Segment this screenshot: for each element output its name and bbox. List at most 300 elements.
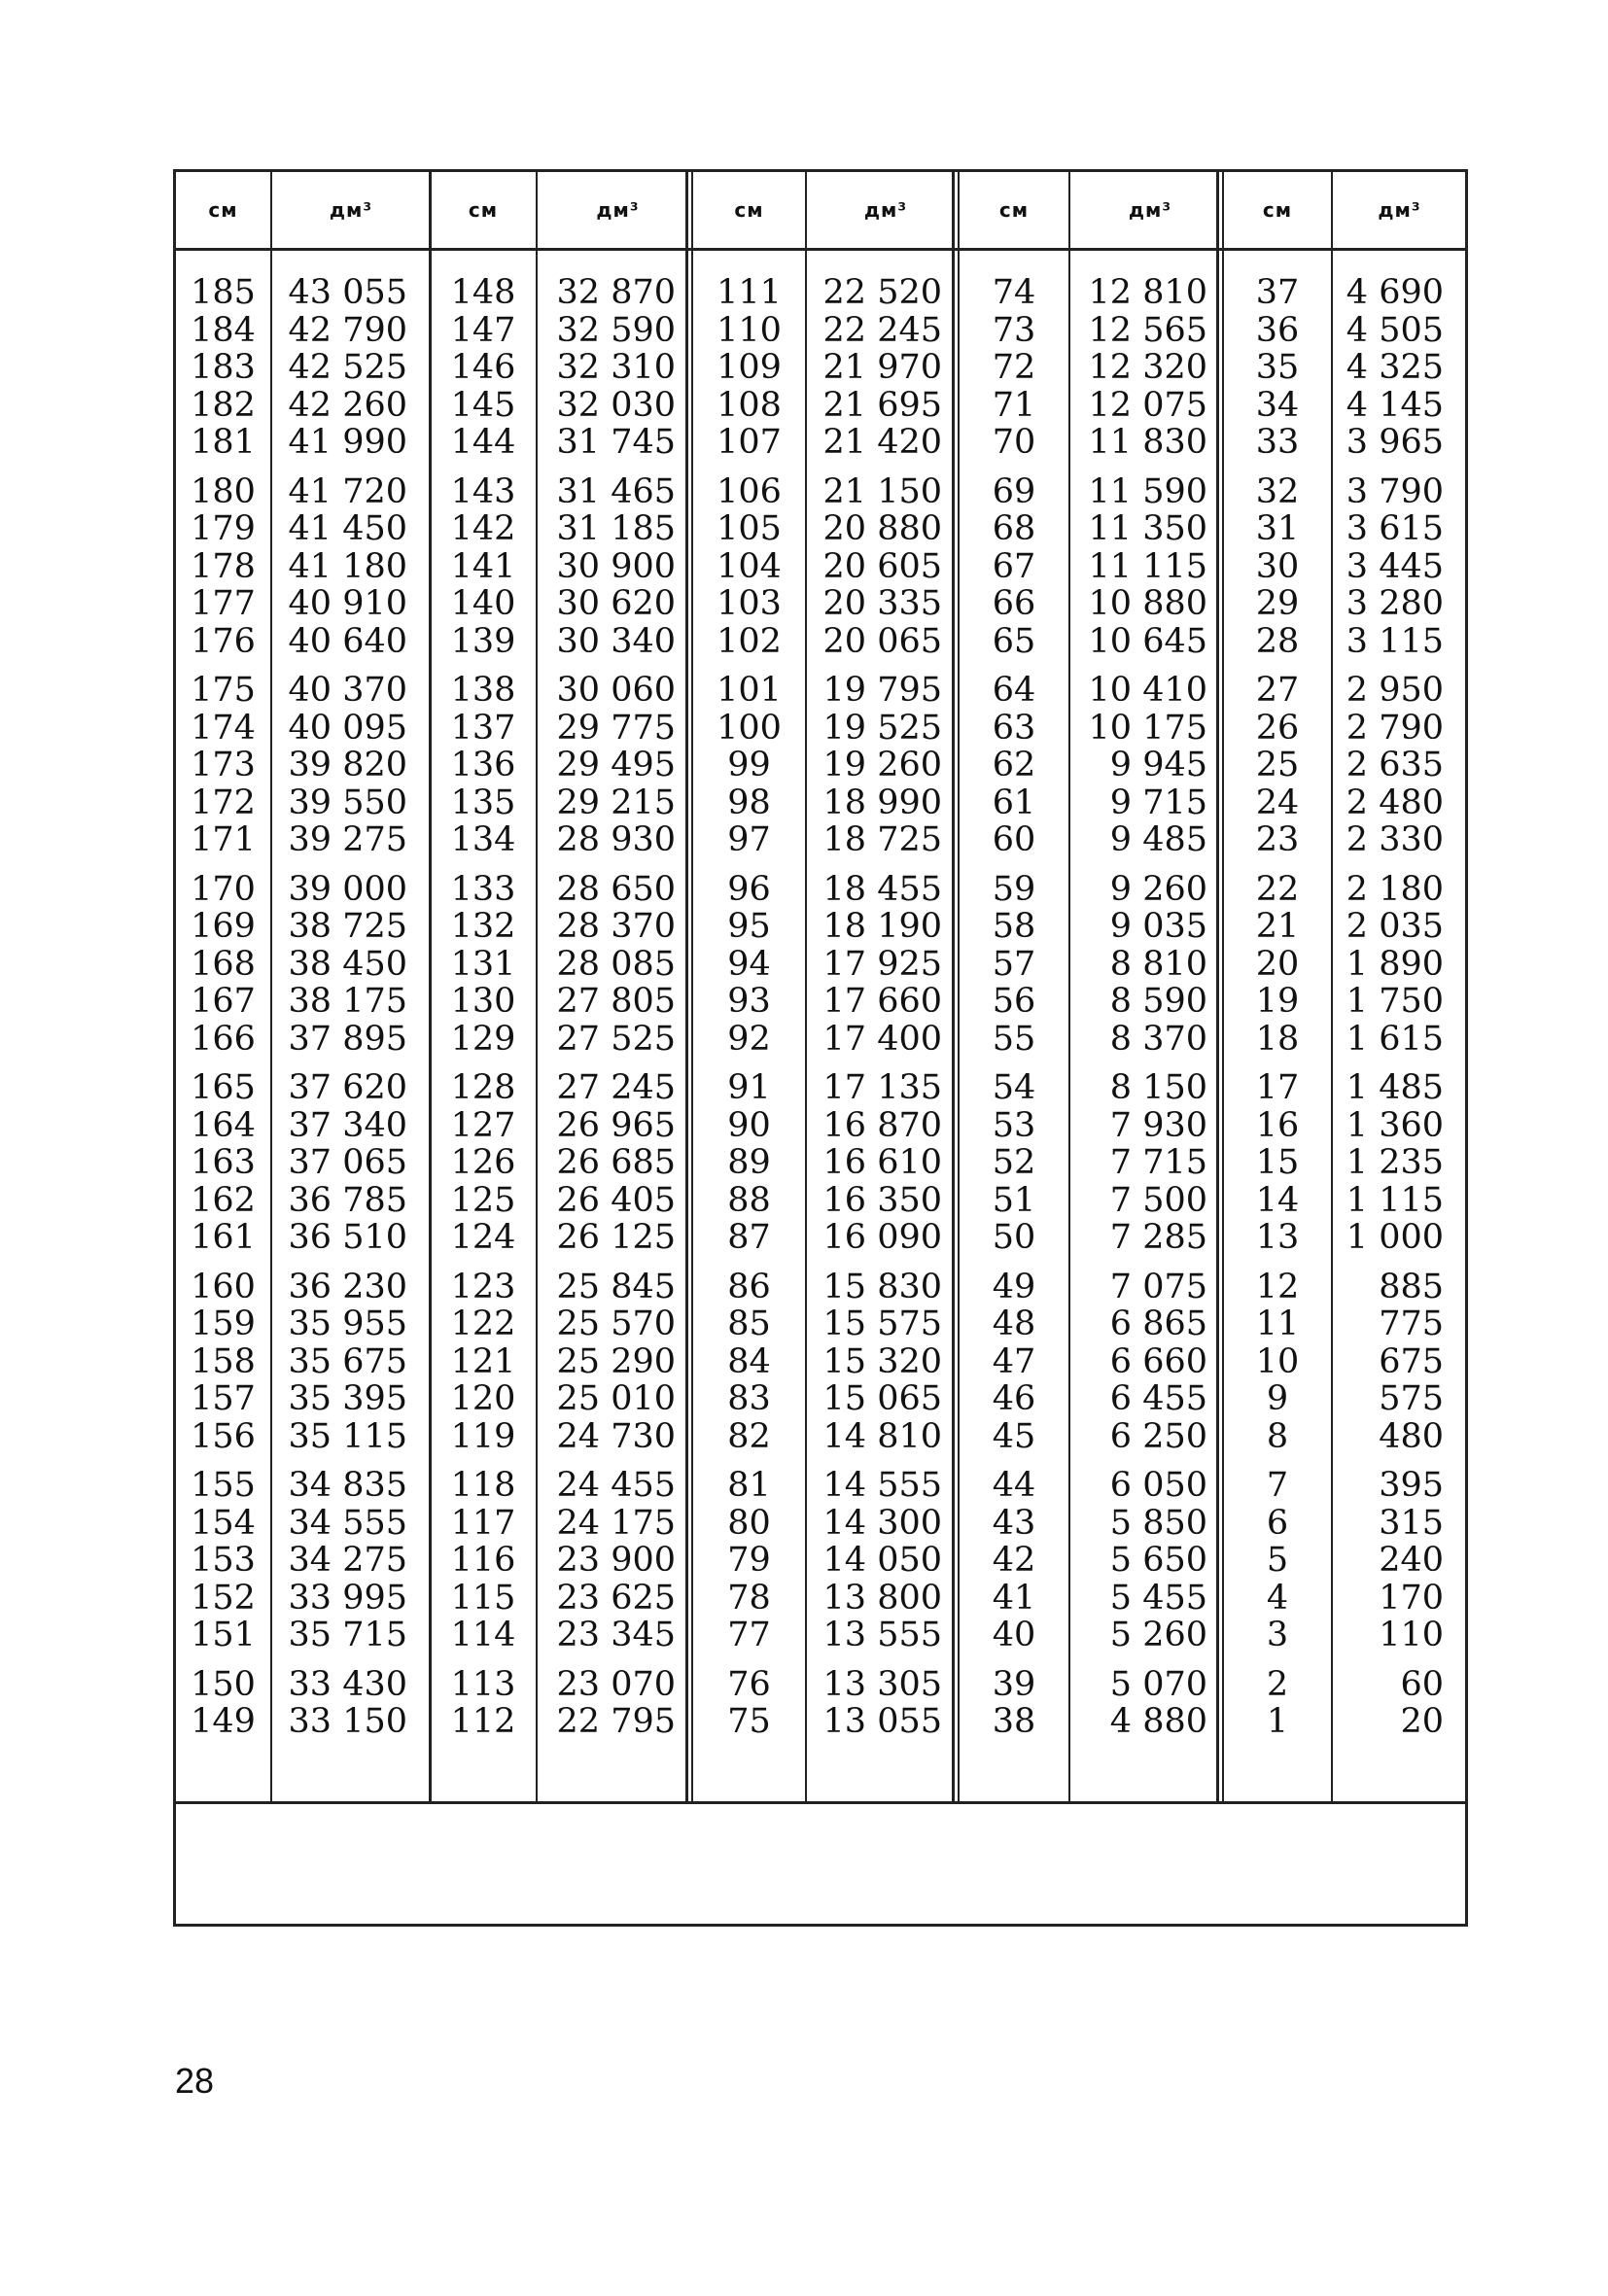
cm-value: 66 bbox=[992, 584, 1036, 623]
dm3-value: 3 965 bbox=[1346, 423, 1444, 462]
cm-value: 98 bbox=[727, 783, 771, 822]
cm-value: 75 bbox=[727, 1702, 771, 1741]
dm3-value: 42 790 bbox=[288, 310, 407, 350]
cm-value: 9 bbox=[1266, 1379, 1289, 1418]
dm3-value: 6 865 bbox=[1109, 1305, 1207, 1343]
dm3-value: 21 970 bbox=[822, 348, 942, 387]
dm3-value: 2 035 bbox=[1346, 907, 1444, 946]
cm-value: 23 bbox=[1255, 820, 1300, 859]
header-cm-4: см bbox=[998, 198, 1030, 222]
dm3-value: 42 260 bbox=[288, 385, 407, 425]
dm3-value: 19 260 bbox=[822, 746, 942, 784]
cm-value: 119 bbox=[450, 1416, 516, 1456]
dm3-value: 16 610 bbox=[822, 1143, 942, 1182]
dm3-value: 39 550 bbox=[288, 783, 407, 822]
cm-value: 45 bbox=[992, 1416, 1036, 1456]
cm-block bbox=[451, 1666, 516, 1741]
cm-value: 57 bbox=[992, 944, 1036, 984]
volume-table bbox=[173, 169, 1468, 1927]
dm3-value: 1 360 bbox=[1346, 1105, 1444, 1145]
header-cm-1: см bbox=[208, 198, 238, 222]
cm-value: 80 bbox=[727, 1503, 771, 1543]
table-header-row bbox=[176, 172, 1465, 251]
dm3-value: 7 285 bbox=[1109, 1218, 1207, 1257]
dm3-block bbox=[1110, 1666, 1207, 1741]
dm3-value: 1 750 bbox=[1346, 982, 1444, 1021]
dm3-value: 41 450 bbox=[288, 509, 407, 548]
dm3-value: 5 455 bbox=[1109, 1578, 1207, 1618]
dm3-value: 22 245 bbox=[822, 310, 942, 350]
dm3-value: 9 485 bbox=[1109, 820, 1207, 859]
dm3-value: 9 715 bbox=[1109, 783, 1207, 822]
dm3-value: 36 785 bbox=[288, 1180, 407, 1220]
cm-value: 95 bbox=[727, 907, 771, 946]
dm3-value: 33 150 bbox=[288, 1702, 407, 1741]
dm3-value: 19 525 bbox=[822, 708, 942, 748]
dm3-value: 26 685 bbox=[556, 1143, 676, 1182]
dm3-block bbox=[289, 1666, 407, 1741]
dm3-column-1 bbox=[273, 274, 407, 1753]
cm-block bbox=[451, 1269, 516, 1456]
cm-value: 74 bbox=[992, 273, 1036, 312]
cm-column-3 bbox=[693, 274, 805, 1753]
cm-block bbox=[191, 1467, 256, 1654]
cm-block bbox=[717, 274, 782, 462]
dm3-value: 1 615 bbox=[1346, 1019, 1444, 1059]
dm3-value: 40 095 bbox=[288, 708, 407, 748]
cm-value: 167 bbox=[191, 982, 256, 1021]
header-dm3-3: дм³ bbox=[863, 198, 908, 222]
cm-value: 34 bbox=[1255, 385, 1300, 425]
dm3-value: 43 055 bbox=[288, 273, 407, 312]
dm3-value: 5 850 bbox=[1109, 1503, 1207, 1543]
cm-block bbox=[1256, 1269, 1300, 1456]
cm-column-5 bbox=[1224, 274, 1331, 1753]
cm-value: 39 bbox=[992, 1664, 1036, 1704]
cm-value: 5 bbox=[1266, 1541, 1289, 1580]
column-divider bbox=[270, 172, 272, 1801]
dm3-value: 1 115 bbox=[1346, 1180, 1444, 1220]
dm3-value: 24 730 bbox=[556, 1416, 676, 1456]
cm-block bbox=[1256, 473, 1300, 661]
dm3-block bbox=[557, 1269, 676, 1456]
dm3-value: 36 230 bbox=[288, 1267, 407, 1306]
cm-block bbox=[993, 1069, 1036, 1257]
cm-value: 156 bbox=[191, 1416, 256, 1456]
cm-value: 89 bbox=[727, 1143, 771, 1182]
cm-value: 117 bbox=[450, 1503, 516, 1543]
cm-value: 115 bbox=[450, 1578, 516, 1618]
dm3-value: 19 795 bbox=[822, 671, 942, 710]
dm3-value: 25 290 bbox=[556, 1341, 676, 1381]
dm3-value: 20 065 bbox=[822, 621, 942, 661]
cm-value: 162 bbox=[191, 1180, 256, 1220]
cm-value: 165 bbox=[191, 1068, 256, 1107]
cm-block bbox=[1267, 1666, 1288, 1741]
dm3-value: 31 745 bbox=[556, 423, 676, 462]
cm-value: 107 bbox=[717, 423, 782, 462]
dm3-value: 6 050 bbox=[1109, 1466, 1207, 1505]
dm3-value: 395 bbox=[1379, 1466, 1444, 1505]
cm-value: 20 bbox=[1255, 944, 1300, 984]
header-dm3-4: дм³ bbox=[1128, 198, 1172, 222]
header-cm-3: см bbox=[734, 198, 764, 222]
dm3-value: 42 525 bbox=[288, 348, 407, 387]
cm-value: 31 bbox=[1255, 509, 1300, 548]
cm-value: 47 bbox=[992, 1341, 1036, 1381]
cm-value: 17 bbox=[1255, 1068, 1300, 1107]
dm3-block bbox=[557, 1467, 676, 1654]
dm3-value: 6 250 bbox=[1109, 1416, 1207, 1456]
cm-column-1 bbox=[176, 274, 270, 1753]
cm-value: 82 bbox=[727, 1416, 771, 1456]
dm3-value: 33 430 bbox=[288, 1664, 407, 1704]
dm3-value: 4 325 bbox=[1346, 348, 1444, 387]
cm-value: 182 bbox=[191, 385, 256, 425]
dm3-value: 7 500 bbox=[1109, 1180, 1207, 1220]
cm-value: 91 bbox=[727, 1068, 771, 1107]
dm3-value: 26 125 bbox=[556, 1218, 676, 1257]
dm3-column-3 bbox=[808, 274, 942, 1753]
cm-value: 174 bbox=[191, 708, 256, 748]
dm3-block bbox=[1346, 473, 1444, 661]
cm-value: 139 bbox=[450, 621, 516, 661]
cm-value: 172 bbox=[191, 783, 256, 822]
dm3-block bbox=[1346, 274, 1444, 462]
cm-value: 111 bbox=[717, 273, 782, 312]
cm-value: 103 bbox=[717, 584, 782, 623]
cm-value: 96 bbox=[727, 869, 771, 909]
cm-value: 67 bbox=[992, 546, 1036, 586]
dm3-value: 37 065 bbox=[288, 1143, 407, 1182]
dm3-value: 14 050 bbox=[822, 1541, 942, 1580]
dm3-value: 5 070 bbox=[1109, 1664, 1207, 1704]
cm-value: 168 bbox=[191, 944, 256, 984]
dm3-value: 30 900 bbox=[556, 546, 676, 586]
dm3-value: 18 455 bbox=[822, 869, 942, 909]
cm-value: 129 bbox=[450, 1019, 516, 1059]
cm-block bbox=[993, 672, 1036, 859]
dm3-value: 20 335 bbox=[822, 584, 942, 623]
cm-value: 170 bbox=[191, 869, 256, 909]
dm3-value: 5 650 bbox=[1109, 1541, 1207, 1580]
cm-value: 132 bbox=[450, 907, 516, 946]
cm-value: 173 bbox=[191, 746, 256, 784]
cm-value: 150 bbox=[191, 1664, 256, 1704]
dm3-value: 40 640 bbox=[288, 621, 407, 661]
dm3-value: 35 955 bbox=[288, 1305, 407, 1343]
dm3-value: 31 185 bbox=[556, 509, 676, 548]
dm3-value: 12 565 bbox=[1088, 310, 1207, 350]
dm3-value: 21 420 bbox=[822, 423, 942, 462]
cm-value: 63 bbox=[992, 708, 1036, 748]
cm-value: 69 bbox=[992, 471, 1036, 511]
cm-value: 35 bbox=[1255, 348, 1300, 387]
dm3-value: 170 bbox=[1379, 1578, 1444, 1618]
cm-block bbox=[993, 1269, 1036, 1456]
dm3-value: 1 000 bbox=[1346, 1218, 1444, 1257]
dm3-block bbox=[823, 1467, 942, 1654]
dm3-block bbox=[823, 672, 942, 859]
cm-value: 147 bbox=[450, 310, 516, 350]
dm3-value: 315 bbox=[1379, 1503, 1444, 1543]
cm-value: 6 bbox=[1266, 1503, 1289, 1543]
dm3-block bbox=[1379, 1467, 1444, 1654]
dm3-value: 3 790 bbox=[1346, 471, 1444, 511]
cm-value: 108 bbox=[717, 385, 782, 425]
dm3-value: 39 000 bbox=[288, 869, 407, 909]
dm3-value: 30 060 bbox=[556, 671, 676, 710]
cm-value: 127 bbox=[450, 1105, 516, 1145]
dm3-value: 17 400 bbox=[822, 1019, 942, 1059]
dm3-value: 60 bbox=[1400, 1664, 1444, 1704]
cm-value: 144 bbox=[450, 423, 516, 462]
cm-value: 92 bbox=[727, 1019, 771, 1059]
dm3-value: 23 345 bbox=[556, 1616, 676, 1654]
cm-value: 73 bbox=[992, 310, 1036, 350]
dm3-value: 23 070 bbox=[556, 1664, 676, 1704]
cm-value: 180 bbox=[191, 471, 256, 511]
dm3-value: 9 260 bbox=[1109, 869, 1207, 909]
cm-value: 33 bbox=[1255, 423, 1300, 462]
cm-value: 104 bbox=[717, 546, 782, 586]
cm-value: 163 bbox=[191, 1143, 256, 1182]
column-divider bbox=[805, 172, 807, 1801]
cm-block bbox=[451, 1069, 516, 1257]
cm-value: 70 bbox=[992, 423, 1036, 462]
cm-value: 42 bbox=[992, 1541, 1036, 1580]
cm-value: 169 bbox=[191, 907, 256, 946]
dm3-value: 11 590 bbox=[1088, 471, 1207, 511]
cm-value: 55 bbox=[992, 1019, 1036, 1059]
dm3-block bbox=[289, 473, 407, 661]
cm-value: 161 bbox=[191, 1218, 256, 1257]
dm3-block bbox=[1346, 871, 1444, 1059]
cm-value: 171 bbox=[191, 820, 256, 859]
dm3-value: 3 445 bbox=[1346, 546, 1444, 586]
dm3-value: 8 370 bbox=[1109, 1019, 1207, 1059]
cm-value: 122 bbox=[450, 1305, 516, 1343]
dm3-column-5 bbox=[1334, 274, 1444, 1753]
dm3-value: 11 830 bbox=[1088, 423, 1207, 462]
dm3-value: 14 810 bbox=[822, 1416, 942, 1456]
dm3-value: 20 bbox=[1400, 1702, 1444, 1741]
dm3-block bbox=[289, 1069, 407, 1257]
dm3-block bbox=[557, 672, 676, 859]
group-divider bbox=[1216, 172, 1219, 1801]
dm3-block bbox=[823, 274, 942, 462]
cm-block bbox=[191, 871, 256, 1059]
cm-value: 77 bbox=[727, 1616, 771, 1654]
cm-value: 48 bbox=[992, 1305, 1036, 1343]
cm-value: 79 bbox=[727, 1541, 771, 1580]
header-cm-2: см bbox=[468, 198, 499, 222]
dm3-value: 40 910 bbox=[288, 584, 407, 623]
dm3-block bbox=[823, 473, 942, 661]
dm3-value: 12 075 bbox=[1088, 385, 1207, 425]
dm3-value: 20 880 bbox=[822, 509, 942, 548]
dm3-value: 9 035 bbox=[1109, 907, 1207, 946]
cm-value: 11 bbox=[1255, 1305, 1300, 1343]
group-divider bbox=[685, 172, 688, 1801]
cm-value: 2 bbox=[1266, 1664, 1289, 1704]
cm-value: 65 bbox=[992, 621, 1036, 661]
cm-block bbox=[993, 871, 1036, 1059]
header-dm3-5: дм³ bbox=[1378, 198, 1421, 222]
cm-value: 109 bbox=[717, 348, 782, 387]
dm3-value: 23 900 bbox=[556, 1541, 676, 1580]
table-footer-cell bbox=[176, 1801, 1465, 1924]
cm-block bbox=[727, 1269, 771, 1456]
cm-value: 152 bbox=[191, 1578, 256, 1618]
column-divider bbox=[1068, 172, 1070, 1801]
dm3-value: 28 650 bbox=[556, 869, 676, 909]
dm3-value: 27 245 bbox=[556, 1068, 676, 1107]
dm3-value: 8 590 bbox=[1109, 982, 1207, 1021]
dm3-value: 37 340 bbox=[288, 1105, 407, 1145]
dm3-value: 110 bbox=[1379, 1616, 1444, 1654]
cm-block bbox=[727, 871, 771, 1059]
dm3-value: 575 bbox=[1379, 1379, 1444, 1418]
cm-value: 30 bbox=[1255, 546, 1300, 586]
cm-value: 76 bbox=[727, 1664, 771, 1704]
cm-value: 61 bbox=[992, 783, 1036, 822]
cm-value: 85 bbox=[727, 1305, 771, 1343]
cm-block bbox=[1256, 871, 1300, 1059]
cm-value: 113 bbox=[450, 1664, 516, 1704]
cm-value: 160 bbox=[191, 1267, 256, 1306]
dm3-value: 32 870 bbox=[556, 273, 676, 312]
cm-block bbox=[993, 1666, 1036, 1741]
cm-value: 148 bbox=[450, 273, 516, 312]
cm-value: 32 bbox=[1255, 471, 1300, 511]
dm3-block bbox=[823, 1666, 942, 1741]
dm3-value: 16 870 bbox=[822, 1105, 942, 1145]
dm3-block bbox=[1346, 1069, 1444, 1257]
group-divider bbox=[952, 172, 955, 1801]
cm-block bbox=[717, 672, 782, 859]
dm3-block bbox=[1110, 1069, 1207, 1257]
dm3-value: 2 950 bbox=[1346, 671, 1444, 710]
cm-value: 44 bbox=[992, 1466, 1036, 1505]
dm3-value: 34 555 bbox=[288, 1503, 407, 1543]
cm-value: 18 bbox=[1255, 1019, 1300, 1059]
dm3-value: 28 930 bbox=[556, 820, 676, 859]
dm3-value: 38 725 bbox=[288, 907, 407, 946]
dm3-block bbox=[823, 1269, 942, 1456]
dm3-block bbox=[1089, 274, 1207, 462]
dm3-value: 6 455 bbox=[1109, 1379, 1207, 1418]
dm3-value: 17 925 bbox=[822, 944, 942, 984]
cm-value: 141 bbox=[450, 546, 516, 586]
cm-value: 78 bbox=[727, 1578, 771, 1618]
cm-block bbox=[727, 1666, 771, 1741]
cm-value: 51 bbox=[992, 1180, 1036, 1220]
cm-value: 62 bbox=[992, 746, 1036, 784]
dm3-value: 8 150 bbox=[1109, 1068, 1207, 1107]
cm-block bbox=[1267, 1467, 1288, 1654]
dm3-value: 5 260 bbox=[1109, 1616, 1207, 1654]
cm-value: 183 bbox=[191, 348, 256, 387]
header-cm-5: см bbox=[1262, 198, 1293, 222]
dm3-value: 41 720 bbox=[288, 471, 407, 511]
cm-value: 88 bbox=[727, 1180, 771, 1220]
dm3-value: 41 990 bbox=[288, 423, 407, 462]
dm3-value: 3 115 bbox=[1346, 621, 1444, 661]
cm-value: 64 bbox=[992, 671, 1036, 710]
cm-value: 7 bbox=[1266, 1466, 1289, 1505]
cm-value: 58 bbox=[992, 907, 1036, 946]
cm-value: 84 bbox=[727, 1341, 771, 1381]
dm3-value: 3 280 bbox=[1346, 584, 1444, 623]
cm-value: 24 bbox=[1255, 783, 1300, 822]
cm-value: 53 bbox=[992, 1105, 1036, 1145]
cm-value: 41 bbox=[992, 1578, 1036, 1618]
dm3-value: 18 190 bbox=[822, 907, 942, 946]
cm-block bbox=[451, 1467, 516, 1654]
cm-value: 72 bbox=[992, 348, 1036, 387]
dm3-value: 32 590 bbox=[556, 310, 676, 350]
cm-block bbox=[451, 473, 516, 661]
cm-value: 19 bbox=[1255, 982, 1300, 1021]
dm3-value: 885 bbox=[1379, 1267, 1444, 1306]
dm3-value: 10 410 bbox=[1088, 671, 1207, 710]
cm-block bbox=[717, 473, 782, 661]
cm-value: 166 bbox=[191, 1019, 256, 1059]
dm3-block bbox=[1089, 473, 1207, 661]
cm-value: 120 bbox=[450, 1379, 516, 1418]
cm-value: 52 bbox=[992, 1143, 1036, 1182]
dm3-value: 25 010 bbox=[556, 1379, 676, 1418]
dm3-value: 36 510 bbox=[288, 1218, 407, 1257]
dm3-value: 31 465 bbox=[556, 471, 676, 511]
cm-block bbox=[451, 672, 516, 859]
dm3-value: 775 bbox=[1379, 1305, 1444, 1343]
dm3-block bbox=[289, 274, 407, 462]
cm-block bbox=[451, 871, 516, 1059]
cm-value: 54 bbox=[992, 1068, 1036, 1107]
dm3-value: 8 810 bbox=[1109, 944, 1207, 984]
cm-block bbox=[993, 473, 1036, 661]
cm-value: 50 bbox=[992, 1218, 1036, 1257]
dm3-block bbox=[289, 871, 407, 1059]
cm-block bbox=[1256, 274, 1300, 462]
header-dm3-2: дм³ bbox=[596, 198, 640, 222]
column-divider bbox=[536, 172, 538, 1801]
dm3-value: 9 945 bbox=[1109, 746, 1207, 784]
dm3-block bbox=[289, 1467, 407, 1654]
dm3-value: 13 555 bbox=[822, 1616, 942, 1654]
cm-value: 178 bbox=[191, 546, 256, 586]
dm3-block bbox=[557, 871, 676, 1059]
cm-value: 60 bbox=[992, 820, 1036, 859]
dm3-value: 10 175 bbox=[1088, 708, 1207, 748]
dm3-block bbox=[1346, 672, 1444, 859]
dm3-value: 15 830 bbox=[822, 1267, 942, 1306]
dm3-value: 14 555 bbox=[822, 1466, 942, 1505]
cm-value: 12 bbox=[1255, 1267, 1300, 1306]
dm3-value: 39 820 bbox=[288, 746, 407, 784]
dm3-value: 32 030 bbox=[556, 385, 676, 425]
dm3-column-2 bbox=[539, 274, 676, 1753]
cm-value: 154 bbox=[191, 1503, 256, 1543]
dm3-value: 41 180 bbox=[288, 546, 407, 586]
cm-value: 135 bbox=[450, 783, 516, 822]
cm-value: 128 bbox=[450, 1068, 516, 1107]
dm3-value: 32 310 bbox=[556, 348, 676, 387]
cm-value: 15 bbox=[1255, 1143, 1300, 1182]
dm3-value: 25 570 bbox=[556, 1305, 676, 1343]
